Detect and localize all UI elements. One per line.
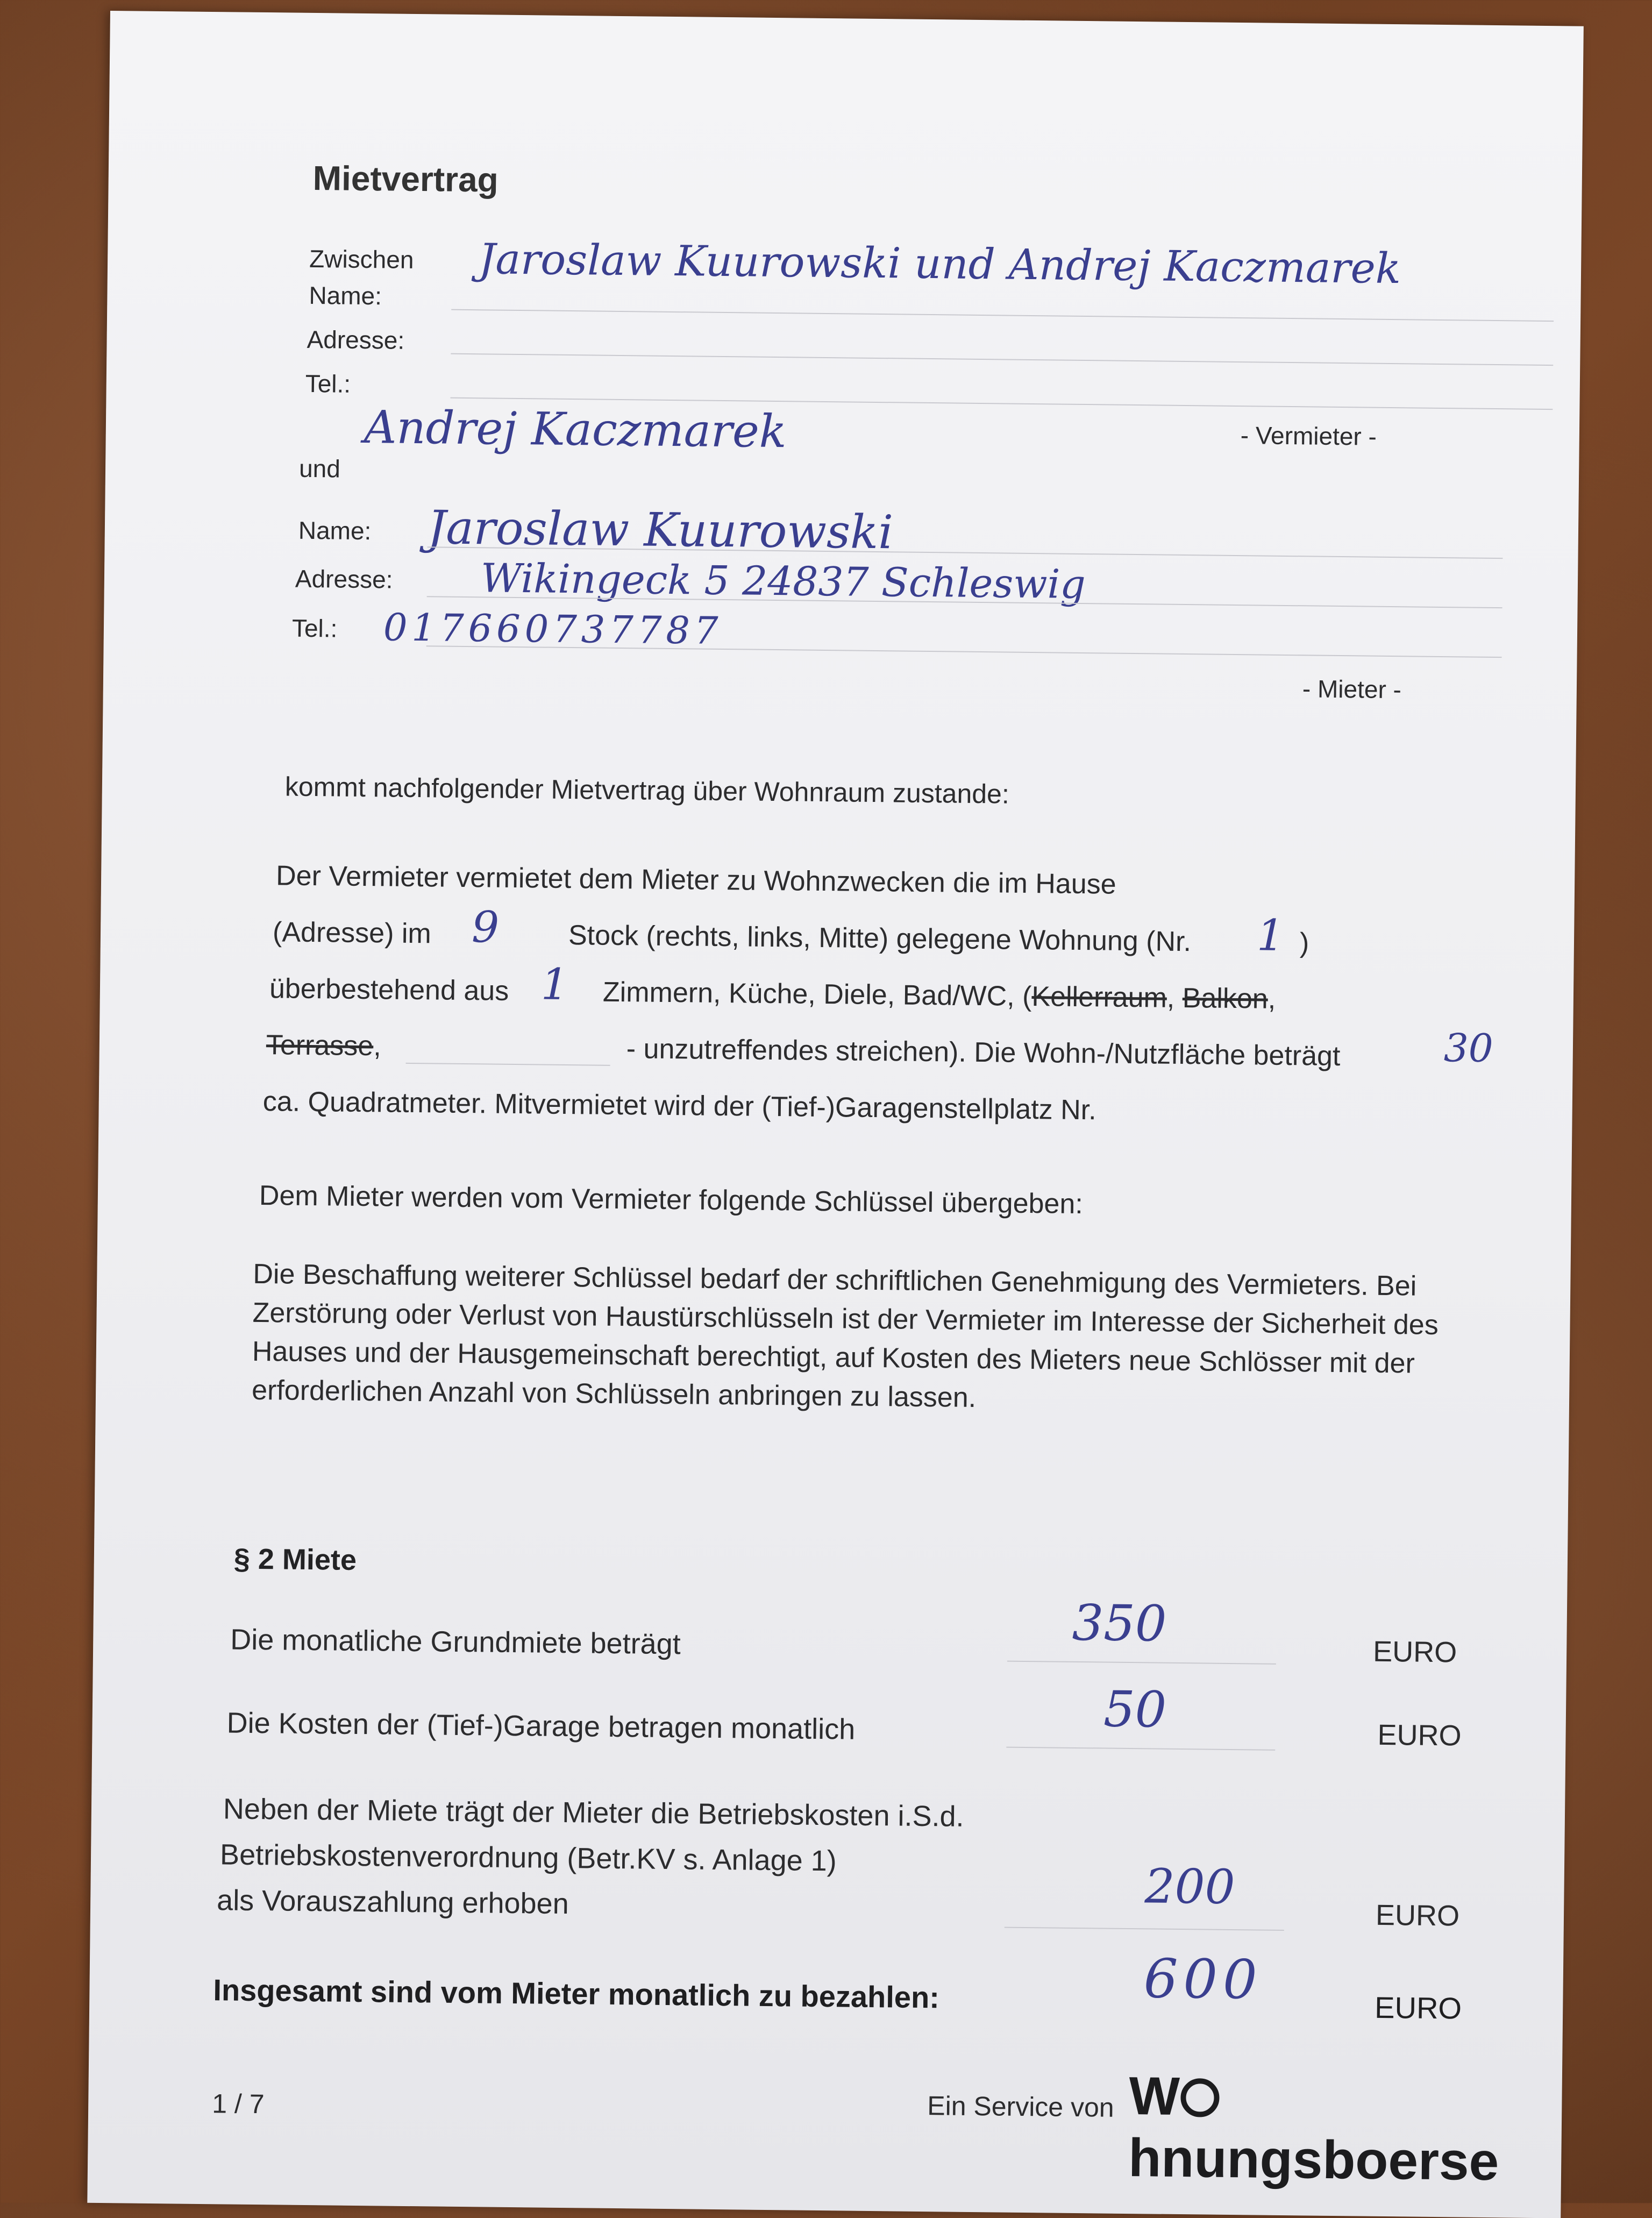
contract-page xyxy=(87,11,1584,2218)
intro-text: kommt nachfolgender Mietvertrag über Wohnraum zustande: xyxy=(284,771,1010,809)
total-label: Insgesamt sind vom Mieter monatlich zu bezahlen: xyxy=(213,1973,940,2015)
handwritten-floor: 9 xyxy=(471,902,500,952)
handwritten-mieter-phone: 017660737787 xyxy=(383,605,723,653)
adresse-line-1 xyxy=(451,353,1553,366)
service-text: Ein Service von xyxy=(927,2091,1114,2123)
adresse-label-2: Adresse: xyxy=(295,564,393,594)
utilities-line xyxy=(1005,1927,1284,1931)
handwritten-area: 30 xyxy=(1443,1025,1494,1071)
currency-garage: EURO xyxy=(1377,1718,1462,1752)
handwritten-total: 600 xyxy=(1143,1947,1263,2011)
handwritten-parties: Jaroslaw Kuurowski und Andrej Kaczmarek xyxy=(478,235,1401,294)
other-room-line xyxy=(406,1063,610,1066)
tel-line-2 xyxy=(426,645,1502,658)
page-number: 1 / 7 xyxy=(211,2088,265,2120)
apartment-line-2c: ) xyxy=(1299,927,1309,959)
magnifier-icon xyxy=(1180,2078,1220,2117)
name-label-2: Name: xyxy=(298,516,372,545)
grundmiete-label: Die monatliche Grundmiete beträgt xyxy=(230,1623,681,1661)
apartment-line-4a: Terrasse, xyxy=(266,1029,382,1062)
apartment-line-2b: Stock (rechts, links, Mitte) gelegene Wohnung (Nr. xyxy=(568,920,1192,958)
handwritten-garage: 50 xyxy=(1103,1680,1167,1739)
handwritten-rent: 350 xyxy=(1072,1594,1167,1653)
rent-line xyxy=(1007,1661,1276,1665)
keys-paragraph: Die Beschaffung weiterer Schlüssel bedarf der schriftlichen Genehmigung des Vermieters. Bei Zerstörung oder Verlust von Haustürschlüsseln ist der Vermieter im Interesse der Sicherheit des Hauses und der Hausgemeinschaft berechtigt, auf Kosten des Mieters neue Schlösser mit der erforderlichen Anzahl von Schlüsseln anbringen zu lassen. xyxy=(251,1258,1439,1414)
garage-line xyxy=(1006,1747,1275,1751)
currency-rent: EURO xyxy=(1372,1635,1457,1669)
zwischen-label: Zwischen xyxy=(309,244,414,274)
apartment-line-5: ca. Quadratmeter. Mitvermietet wird der (Tief-)Garagenstellplatz Nr. xyxy=(262,1086,1096,1126)
keys-heading: Dem Mieter werden vom Vermieter folgende Schlüssel übergeben: xyxy=(259,1180,1084,1220)
handwritten-apartment-no: 1 xyxy=(1256,910,1285,961)
und-label: und xyxy=(298,454,341,483)
handwritten-mieter-name: Jaroslaw Kuurowski xyxy=(427,501,894,560)
nebenkosten-line-3: als Vorauszahlung erhoben xyxy=(216,1884,569,1921)
handwritten-vermieter: Andrej Kaczmarek xyxy=(364,400,787,458)
vermieter-label: - Vermieter - xyxy=(1240,421,1377,451)
wohnungsboerse-logo: Whnungsboerse xyxy=(1128,2066,1499,2192)
adresse-label-1: Adresse: xyxy=(307,325,405,354)
name-line-1 xyxy=(451,309,1554,322)
apartment-line-3a: überbestehend aus xyxy=(269,973,509,1007)
currency-utilities: EURO xyxy=(1375,1899,1460,1932)
page-title: Mietvertrag xyxy=(312,158,499,200)
nebenkosten-line-1: Neben der Miete trägt der Mieter die Betriebskosten i.S.d. xyxy=(223,1793,964,1833)
name-label-1: Name: xyxy=(309,281,382,310)
apartment-line-1: Der Vermieter vermietet dem Mieter zu Wohnzwecken die im Hause xyxy=(275,860,1116,900)
handwritten-rooms: 1 xyxy=(540,959,569,1010)
mieter-label: - Mieter - xyxy=(1302,674,1402,704)
currency-total: EURO xyxy=(1374,1990,1462,2025)
rent-heading: § 2 Miete xyxy=(233,1542,357,1576)
apartment-line-2a: (Adresse) im xyxy=(272,916,432,950)
apartment-line-4b: - unzutreffendes streichen). Die Wohn-/Nutzfläche beträgt xyxy=(626,1033,1341,1072)
handwritten-mieter-address: Wikingeck 5 24837 Schleswig xyxy=(480,555,1086,608)
tel-label-1: Tel.: xyxy=(305,369,351,398)
apartment-line-3b: Zimmern, Küche, Diele, Bad/WC, (Kellerraum, Balkon, xyxy=(602,976,1276,1015)
garage-label: Die Kosten der (Tief-)Garage betragen monatlich xyxy=(226,1707,856,1746)
nebenkosten-line-2: Betriebskostenverordnung (Betr.KV s. Anlage 1) xyxy=(219,1838,837,1878)
handwritten-utilities: 200 xyxy=(1144,1858,1236,1915)
tel-label-2: Tel.: xyxy=(291,614,338,643)
